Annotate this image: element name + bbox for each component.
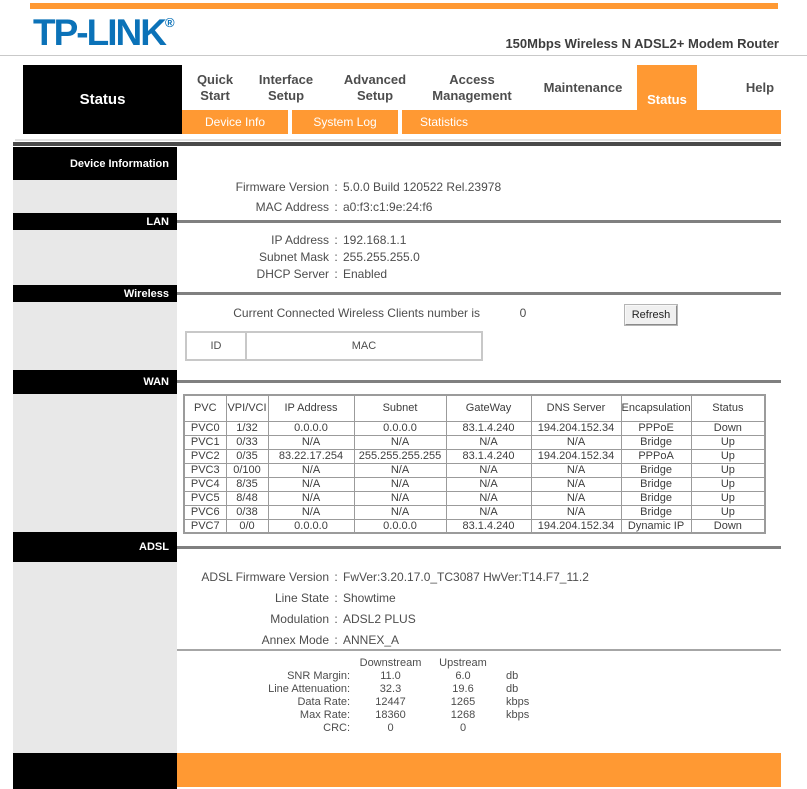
stat-unit: db bbox=[506, 683, 519, 695]
nav-tab-status[interactable]: Status bbox=[637, 65, 697, 134]
tplink-logo bbox=[33, 12, 175, 54]
wan-pvc-table bbox=[183, 394, 766, 534]
kv-row-modulation bbox=[177, 609, 781, 630]
kv-value: 255.255.255.0 bbox=[343, 250, 420, 264]
wan-cell: PPPoE bbox=[621, 421, 691, 435]
wan-table-row-pvc0 bbox=[184, 421, 765, 435]
wan-col-header-encapsulation: Encapsulation bbox=[621, 395, 691, 421]
stat-upstream-value: 19.6 bbox=[452, 683, 474, 695]
kv-label: Line State bbox=[274, 591, 329, 605]
stat-downstream-value: 12447 bbox=[375, 696, 406, 708]
stat-label: Line Attenuation bbox=[268, 683, 347, 695]
wan-cell: Bridge bbox=[621, 435, 691, 449]
adsl-stats-row-line-attenuation bbox=[177, 683, 781, 696]
subnav-tab-system-log[interactable]: System Log bbox=[292, 110, 398, 134]
wan-cell: PVC5 bbox=[184, 491, 226, 505]
wan-cell: N/A bbox=[354, 463, 446, 477]
wan-table-row-pvc5 bbox=[184, 491, 765, 505]
wan-cell: 194.204.152.34 bbox=[531, 449, 621, 463]
kv-value: 192.168.1.1 bbox=[343, 233, 407, 247]
wan-cell: 194.204.152.34 bbox=[531, 421, 621, 435]
wan-cell: PVC2 bbox=[184, 449, 226, 463]
adsl-section-rule bbox=[177, 546, 781, 549]
wan-cell: 0/33 bbox=[226, 435, 268, 449]
kv-label: MAC Address bbox=[255, 200, 329, 214]
section-header-device-information: Device Information bbox=[13, 147, 177, 180]
wan-cell: 0.0.0.0 bbox=[354, 519, 446, 533]
kv-colon: : bbox=[334, 200, 338, 214]
kv-colon: : bbox=[334, 180, 338, 194]
adsl-stats-header-downstream: Downstream bbox=[359, 657, 422, 669]
wan-cell: Bridge bbox=[621, 477, 691, 491]
kv-label: Subnet Mask bbox=[258, 250, 329, 264]
nav-dark-divider bbox=[13, 142, 781, 146]
lan-values bbox=[177, 232, 781, 283]
stat-upstream-value: 0 bbox=[459, 722, 467, 734]
sidebar-filler bbox=[13, 302, 177, 370]
wan-cell: Bridge bbox=[621, 505, 691, 519]
stat-downstream-value: 0 bbox=[387, 722, 394, 734]
wan-table-row-pvc7 bbox=[184, 519, 765, 533]
subnav-tab-statistics[interactable]: Statistics bbox=[402, 110, 781, 134]
adsl-stats-row-snr-margin bbox=[177, 670, 781, 683]
sidebar-filler bbox=[13, 394, 177, 532]
wan-cell: Up bbox=[691, 435, 765, 449]
wan-cell: 0/35 bbox=[226, 449, 268, 463]
wan-cell: N/A bbox=[268, 505, 354, 519]
top-accent-bar bbox=[30, 3, 778, 9]
wan-cell: N/A bbox=[531, 505, 621, 519]
wan-cell: N/A bbox=[446, 435, 531, 449]
wan-col-header-vpi-vci: VPI/VCI bbox=[226, 395, 268, 421]
kv-value: a0:f3:c1:9e:24:f6 bbox=[343, 200, 433, 214]
kv-row-dhcp-server bbox=[177, 266, 781, 283]
wan-cell: Bridge bbox=[621, 463, 691, 477]
wan-cell: Up bbox=[691, 463, 765, 477]
stat-downstream-value: 11.0 bbox=[380, 670, 401, 682]
nav-tab-quick-start[interactable]: Quick Start bbox=[196, 72, 234, 103]
stat-colon: : bbox=[347, 683, 351, 695]
wan-col-header-pvc: PVC bbox=[184, 395, 226, 421]
wan-table-row-pvc6 bbox=[184, 505, 765, 519]
kv-value: ANNEX_A bbox=[343, 633, 400, 647]
wan-cell: 83.1.4.240 bbox=[446, 421, 531, 435]
kv-row-firmware-version bbox=[177, 177, 781, 197]
wan-cell: N/A bbox=[354, 477, 446, 491]
wan-cell: N/A bbox=[354, 435, 446, 449]
stat-label: CRC bbox=[323, 722, 347, 734]
stat-label: Data Rate bbox=[297, 696, 347, 708]
wan-cell: N/A bbox=[268, 477, 354, 491]
stat-upstream-value: 6.0 bbox=[455, 670, 471, 682]
nav-tab-help[interactable]: Help bbox=[745, 80, 775, 95]
wan-cell: Up bbox=[691, 477, 765, 491]
kv-colon: : bbox=[334, 233, 338, 247]
adsl-stats-divider bbox=[177, 649, 781, 651]
wan-cell: 83.1.4.240 bbox=[446, 519, 531, 533]
wan-cell: N/A bbox=[268, 435, 354, 449]
wan-cell: N/A bbox=[446, 477, 531, 491]
stat-colon: : bbox=[347, 722, 351, 734]
kv-label: Annex Mode bbox=[261, 633, 329, 647]
wan-cell: 8/35 bbox=[226, 477, 268, 491]
product-subtitle: 150Mbps Wireless N ADSL2+ Modem Router bbox=[505, 36, 779, 51]
stat-unit: db bbox=[506, 670, 519, 682]
wan-cell: 0/0 bbox=[226, 519, 268, 533]
nav-tab-access-management[interactable]: Access Management bbox=[432, 72, 512, 103]
kv-row-subnet-mask bbox=[177, 249, 781, 266]
kv-colon: : bbox=[334, 612, 338, 626]
wan-col-header-ip-address: IP Address bbox=[268, 395, 354, 421]
sidebar-filler bbox=[13, 230, 177, 285]
wan-cell: N/A bbox=[531, 477, 621, 491]
wan-cell: 8/48 bbox=[226, 491, 268, 505]
kv-label: Firmware Version bbox=[235, 180, 329, 194]
wan-table-row-pvc2 bbox=[184, 449, 765, 463]
lan-section-rule bbox=[177, 220, 781, 223]
wan-cell: N/A bbox=[354, 505, 446, 519]
kv-row-annex-mode bbox=[177, 630, 781, 651]
wireless-section-rule bbox=[177, 292, 781, 295]
section-header-lan: LAN bbox=[13, 213, 177, 230]
wan-cell: 1/32 bbox=[226, 421, 268, 435]
wireless-clients-table bbox=[185, 331, 483, 361]
stat-downstream-value: 32.3 bbox=[379, 683, 402, 695]
stat-label: Max Rate bbox=[299, 709, 347, 721]
wan-cell: Bridge bbox=[621, 491, 691, 505]
kv-colon: : bbox=[334, 267, 338, 281]
kv-colon: : bbox=[334, 591, 338, 605]
wan-cell: 0.0.0.0 bbox=[354, 421, 446, 435]
device-information-values bbox=[177, 177, 781, 217]
stat-unit bbox=[498, 722, 558, 735]
kv-value: ADSL2 PLUS bbox=[343, 612, 416, 626]
nav-tab-maintenance[interactable]: Maintenance bbox=[543, 80, 623, 95]
wan-cell: Down bbox=[691, 519, 765, 533]
adsl-stats-row-crc bbox=[177, 722, 781, 735]
wan-cell: PVC7 bbox=[184, 519, 226, 533]
wan-cell: N/A bbox=[268, 491, 354, 505]
kv-value: Showtime bbox=[343, 591, 396, 605]
stat-upstream-value: 1265 bbox=[450, 696, 476, 708]
adsl-stats-row-max-rate bbox=[177, 709, 781, 722]
wireless-clients-table-header-id: ID bbox=[187, 333, 247, 359]
stat-colon: : bbox=[347, 670, 351, 682]
wan-cell: N/A bbox=[446, 491, 531, 505]
kv-value: FwVer:3.20.17.0_TC3087 HwVer:T14.F7_11.2 bbox=[343, 570, 589, 584]
wan-table-row-pvc4 bbox=[184, 477, 765, 491]
current-page-title: Status bbox=[23, 65, 182, 134]
kv-label: Modulation bbox=[270, 612, 329, 626]
wan-cell: Up bbox=[691, 491, 765, 505]
wan-cell: N/A bbox=[354, 491, 446, 505]
kv-colon: : bbox=[334, 633, 338, 647]
wan-section-rule bbox=[177, 380, 781, 383]
kv-value: Enabled bbox=[343, 267, 388, 281]
adsl-line-statistics bbox=[177, 657, 781, 735]
footer-accent-bar bbox=[177, 753, 781, 787]
kv-row-mac-address bbox=[177, 197, 781, 217]
adsl-stats-header-row bbox=[177, 657, 781, 670]
sidebar-filler bbox=[13, 562, 177, 753]
subnav-tab-device-info[interactable]: Device Info bbox=[182, 110, 288, 134]
wan-col-header-status: Status bbox=[691, 395, 765, 421]
wan-cell: PVC6 bbox=[184, 505, 226, 519]
header-divider bbox=[0, 55, 807, 56]
wan-cell: 194.204.152.34 bbox=[531, 519, 621, 533]
wan-cell: N/A bbox=[531, 463, 621, 477]
wan-col-header-gateway: GateWay bbox=[446, 395, 531, 421]
wan-cell: 0/100 bbox=[226, 463, 268, 477]
wireless-clients-table-header-mac: MAC bbox=[351, 340, 377, 352]
kv-value: 5.0.0 Build 120522 Rel.23978 bbox=[343, 180, 502, 194]
wan-cell: 255.255.255.255 bbox=[354, 449, 446, 463]
wan-cell: N/A bbox=[446, 463, 531, 477]
kv-label: ADSL Firmware Version bbox=[201, 570, 329, 584]
kv-colon: : bbox=[334, 570, 338, 584]
wan-cell: N/A bbox=[531, 435, 621, 449]
wan-cell: PVC0 bbox=[184, 421, 226, 435]
sidebar-filler bbox=[13, 180, 177, 213]
wan-cell: PPPoA bbox=[621, 449, 691, 463]
wan-cell: 0.0.0.0 bbox=[268, 421, 354, 435]
stat-upstream-value: 1268 bbox=[450, 709, 476, 721]
nav-tab-advanced-setup[interactable]: Advanced Setup bbox=[343, 72, 407, 103]
kv-row-adsl-firmware-version bbox=[177, 567, 781, 588]
wan-table-header-row bbox=[184, 395, 765, 421]
wireless-clients-text: Current Connected Wireless Clients number is bbox=[233, 306, 480, 320]
stat-colon: : bbox=[347, 696, 351, 708]
wan-cell: 83.1.4.240 bbox=[446, 449, 531, 463]
wan-cell: 83.22.17.254 bbox=[268, 449, 354, 463]
wan-col-header-subnet: Subnet bbox=[354, 395, 446, 421]
wan-table-row-pvc1 bbox=[184, 435, 765, 449]
wan-cell: Down bbox=[691, 421, 765, 435]
kv-label: IP Address bbox=[271, 233, 329, 247]
wan-cell: N/A bbox=[268, 463, 354, 477]
stat-colon: : bbox=[347, 709, 351, 721]
footer-black-block bbox=[13, 753, 177, 789]
wan-cell: N/A bbox=[446, 505, 531, 519]
wan-col-header-dns-server: DNS Server bbox=[531, 395, 621, 421]
wan-cell: PVC3 bbox=[184, 463, 226, 477]
wan-cell: Dynamic IP bbox=[621, 519, 691, 533]
section-header-wireless: Wireless bbox=[13, 285, 177, 302]
wan-cell: 0/38 bbox=[226, 505, 268, 519]
adsl-values bbox=[177, 567, 781, 651]
wan-cell: N/A bbox=[531, 491, 621, 505]
wireless-clients-count: 0 bbox=[519, 306, 527, 320]
kv-row-line-state bbox=[177, 588, 781, 609]
section-header-wan: WAN bbox=[13, 370, 177, 394]
wan-cell: 0.0.0.0 bbox=[268, 519, 354, 533]
tplink-logo-text: TP-LINK bbox=[33, 12, 165, 53]
wan-table-row-pvc3 bbox=[184, 463, 765, 477]
wan-cell: Up bbox=[691, 449, 765, 463]
nav-tab-interface-setup[interactable]: Interface Setup bbox=[258, 72, 314, 103]
wan-cell: Up bbox=[691, 505, 765, 519]
stat-downstream-value: 18360 bbox=[375, 709, 406, 721]
adsl-stats-header-upstream: Upstream bbox=[439, 657, 487, 669]
nav-light-divider bbox=[15, 139, 781, 141]
stat-unit: kbps bbox=[506, 696, 530, 708]
wan-cell: PVC1 bbox=[184, 435, 226, 449]
stat-unit: kbps bbox=[506, 709, 530, 721]
section-header-adsl: ADSL bbox=[13, 532, 177, 562]
adsl-stats-row-data-rate bbox=[177, 696, 781, 709]
wan-cell: PVC4 bbox=[184, 477, 226, 491]
kv-colon: : bbox=[334, 250, 338, 264]
kv-label: DHCP Server bbox=[256, 267, 329, 281]
refresh-button[interactable]: Refresh bbox=[625, 305, 677, 325]
stat-label: SNR Margin bbox=[287, 670, 347, 682]
registered-trademark-icon: ® bbox=[164, 15, 175, 30]
kv-row-ip-address bbox=[177, 232, 781, 249]
